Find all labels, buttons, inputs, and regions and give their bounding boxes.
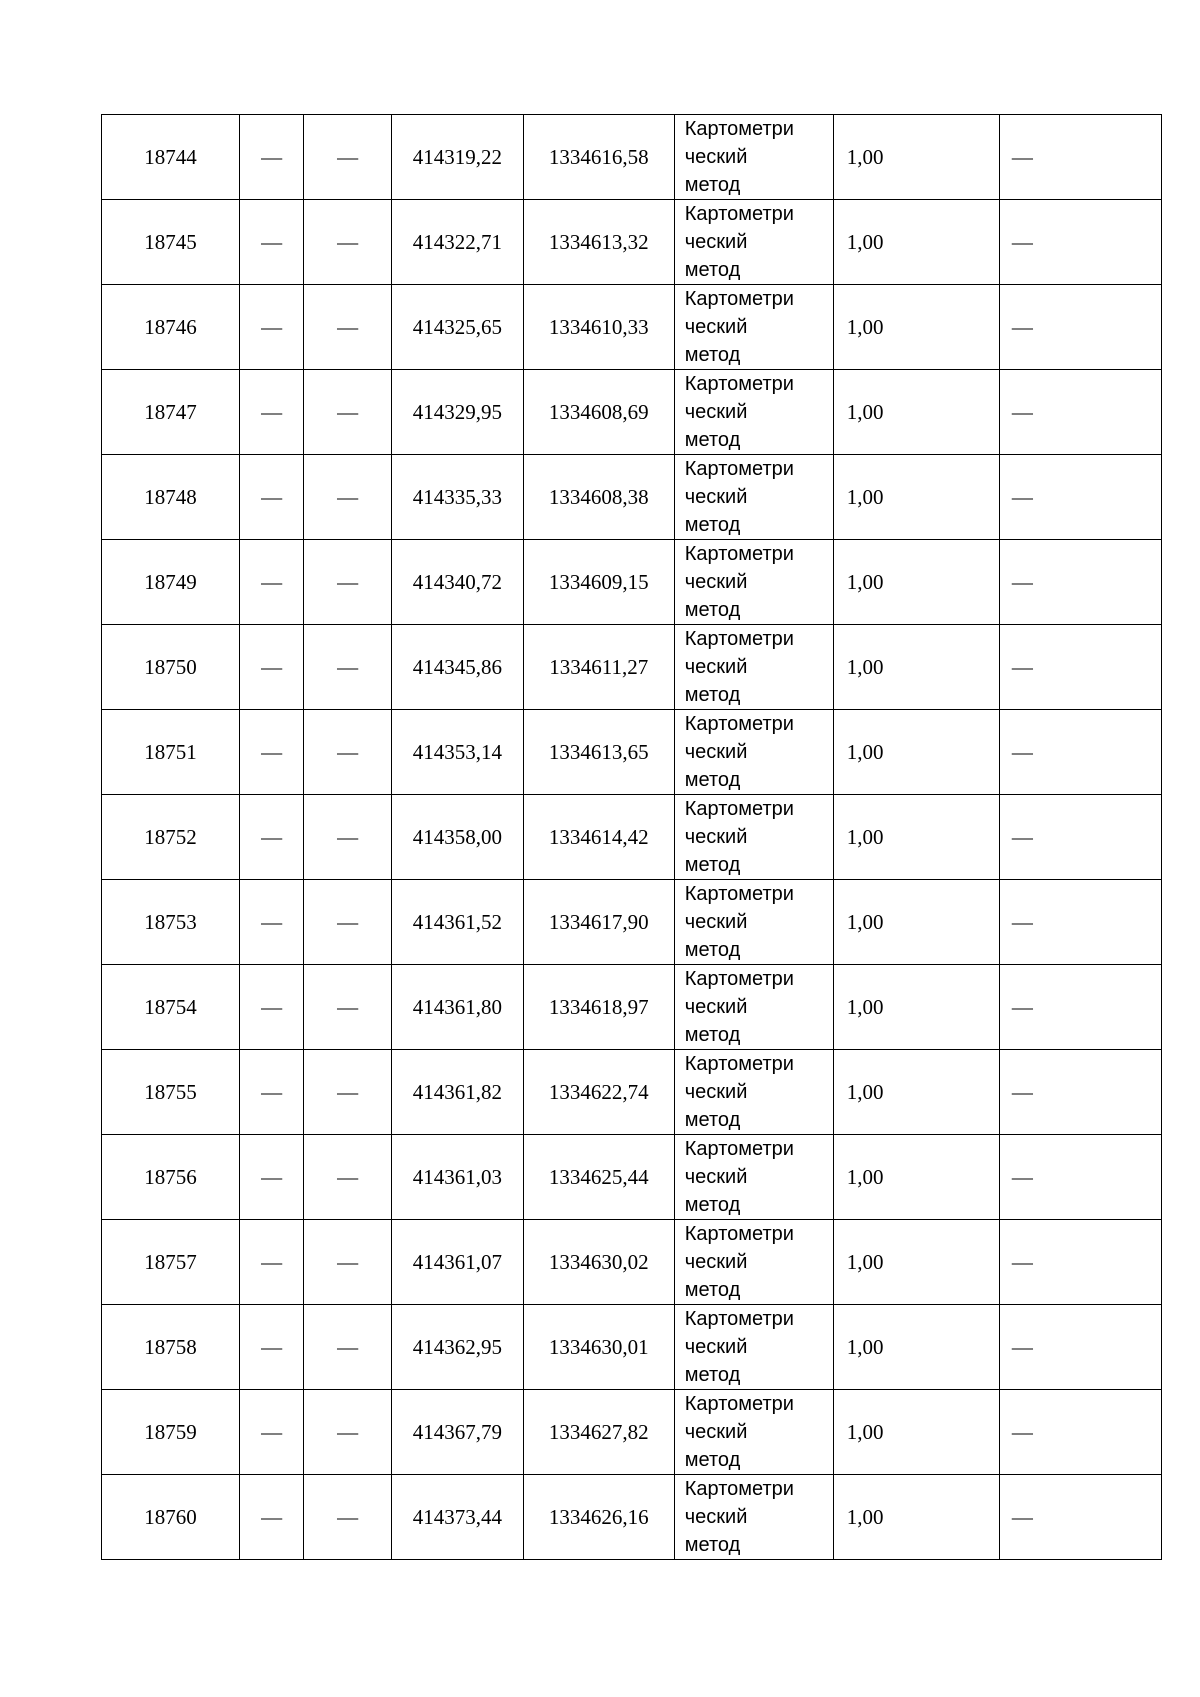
dash-cell: — [239,285,303,370]
dash-cell: — [304,1135,392,1220]
dash-cell: — [239,1475,303,1560]
table-row [102,115,1162,200]
method-cell: Картометри ческий метод [674,795,833,880]
y-coordinate-cell: 1334630,01 [523,1305,674,1390]
dash-cell: — [239,455,303,540]
x-coordinate-cell: 414373,44 [391,1475,523,1560]
x-coordinate-cell: 414361,07 [391,1220,523,1305]
point-number-cell: 18751 [102,710,240,795]
accuracy-cell: 1,00 [833,795,999,880]
dash-cell: — [999,115,1161,200]
accuracy-cell: 1,00 [833,1135,999,1220]
accuracy-cell: 1,00 [833,370,999,455]
dash-cell: — [304,115,392,200]
point-number-cell: 18760 [102,1475,240,1560]
dash-cell: — [999,370,1161,455]
dash-cell: — [999,1475,1161,1560]
dash-cell: — [999,1305,1161,1390]
point-number-cell: 18748 [102,455,240,540]
accuracy-cell: 1,00 [833,115,999,200]
point-number-cell: 18745 [102,200,240,285]
x-coordinate-cell: 414358,00 [391,795,523,880]
accuracy-cell: 1,00 [833,285,999,370]
point-number-cell: 18750 [102,625,240,710]
table-row [102,200,1162,285]
dash-cell: — [304,795,392,880]
point-number-cell: 18749 [102,540,240,625]
y-coordinate-cell: 1334618,97 [523,965,674,1050]
dash-cell: — [304,200,392,285]
method-cell: Картометри ческий метод [674,965,833,1050]
dash-cell: — [304,370,392,455]
y-coordinate-cell: 1334610,33 [523,285,674,370]
dash-cell: — [999,795,1161,880]
accuracy-cell: 1,00 [833,1305,999,1390]
dash-cell: — [999,1135,1161,1220]
point-number-cell: 18756 [102,1135,240,1220]
dash-cell: — [239,965,303,1050]
accuracy-cell: 1,00 [833,880,999,965]
accuracy-cell: 1,00 [833,540,999,625]
method-cell: Картометри ческий метод [674,115,833,200]
method-cell: Картометри ческий метод [674,540,833,625]
table-row [102,1220,1162,1305]
method-cell: Картометри ческий метод [674,1220,833,1305]
dash-cell: — [999,200,1161,285]
dash-cell: — [239,115,303,200]
y-coordinate-cell: 1334609,15 [523,540,674,625]
point-number-cell: 18758 [102,1305,240,1390]
x-coordinate-cell: 414345,86 [391,625,523,710]
dash-cell: — [304,540,392,625]
dash-cell: — [304,455,392,540]
table-row [102,370,1162,455]
dash-cell: — [999,455,1161,540]
table-row [102,965,1162,1050]
point-number-cell: 18747 [102,370,240,455]
dash-cell: — [999,540,1161,625]
y-coordinate-cell: 1334617,90 [523,880,674,965]
dash-cell: — [239,370,303,455]
y-coordinate-cell: 1334613,65 [523,710,674,795]
point-number-cell: 18755 [102,1050,240,1135]
table-body [102,115,1162,1560]
y-coordinate-cell: 1334613,32 [523,200,674,285]
method-cell: Картометри ческий метод [674,1305,833,1390]
point-number-cell: 18754 [102,965,240,1050]
dash-cell: — [239,1390,303,1475]
accuracy-cell: 1,00 [833,1220,999,1305]
y-coordinate-cell: 1334614,42 [523,795,674,880]
x-coordinate-cell: 414322,71 [391,200,523,285]
accuracy-cell: 1,00 [833,710,999,795]
dash-cell: — [239,1305,303,1390]
table-row [102,795,1162,880]
dash-cell: — [999,285,1161,370]
x-coordinate-cell: 414335,33 [391,455,523,540]
point-number-cell: 18752 [102,795,240,880]
method-cell: Картометри ческий метод [674,1475,833,1560]
x-coordinate-cell: 414361,82 [391,1050,523,1135]
y-coordinate-cell: 1334622,74 [523,1050,674,1135]
x-coordinate-cell: 414361,03 [391,1135,523,1220]
dash-cell: — [304,710,392,795]
point-number-cell: 18746 [102,285,240,370]
dash-cell: — [999,1050,1161,1135]
coordinates-table [101,114,1162,1560]
accuracy-cell: 1,00 [833,1050,999,1135]
accuracy-cell: 1,00 [833,625,999,710]
dash-cell: — [239,795,303,880]
dash-cell: — [999,1220,1161,1305]
table-row [102,1390,1162,1475]
dash-cell: — [239,1050,303,1135]
dash-cell: — [304,1475,392,1560]
dash-cell: — [239,1220,303,1305]
method-cell: Картометри ческий метод [674,1050,833,1135]
dash-cell: — [999,710,1161,795]
x-coordinate-cell: 414329,95 [391,370,523,455]
method-cell: Картометри ческий метод [674,370,833,455]
x-coordinate-cell: 414340,72 [391,540,523,625]
dash-cell: — [239,625,303,710]
y-coordinate-cell: 1334616,58 [523,115,674,200]
method-cell: Картометри ческий метод [674,880,833,965]
table-row [102,1305,1162,1390]
point-number-cell: 18753 [102,880,240,965]
method-cell: Картометри ческий метод [674,1135,833,1220]
table-row [102,625,1162,710]
y-coordinate-cell: 1334630,02 [523,1220,674,1305]
method-cell: Картометри ческий метод [674,710,833,795]
accuracy-cell: 1,00 [833,1475,999,1560]
table-row [102,540,1162,625]
x-coordinate-cell: 414353,14 [391,710,523,795]
dash-cell: — [999,625,1161,710]
dash-cell: — [999,880,1161,965]
accuracy-cell: 1,00 [833,200,999,285]
x-coordinate-cell: 414367,79 [391,1390,523,1475]
method-cell: Картометри ческий метод [674,455,833,540]
x-coordinate-cell: 414361,80 [391,965,523,1050]
table-row [102,1135,1162,1220]
dash-cell: — [304,1390,392,1475]
x-coordinate-cell: 414319,22 [391,115,523,200]
dash-cell: — [239,1135,303,1220]
dash-cell: — [304,1305,392,1390]
dash-cell: — [304,880,392,965]
point-number-cell: 18759 [102,1390,240,1475]
dash-cell: — [999,965,1161,1050]
x-coordinate-cell: 414325,65 [391,285,523,370]
y-coordinate-cell: 1334611,27 [523,625,674,710]
y-coordinate-cell: 1334608,69 [523,370,674,455]
table-row [102,455,1162,540]
method-cell: Картометри ческий метод [674,625,833,710]
point-number-cell: 18744 [102,115,240,200]
method-cell: Картометри ческий метод [674,1390,833,1475]
y-coordinate-cell: 1334627,82 [523,1390,674,1475]
dash-cell: — [239,710,303,795]
accuracy-cell: 1,00 [833,455,999,540]
point-number-cell: 18757 [102,1220,240,1305]
table-row [102,1050,1162,1135]
table-row [102,880,1162,965]
dash-cell: — [239,540,303,625]
accuracy-cell: 1,00 [833,1390,999,1475]
dash-cell: — [304,625,392,710]
method-cell: Картометри ческий метод [674,285,833,370]
dash-cell: — [239,200,303,285]
dash-cell: — [239,880,303,965]
accuracy-cell: 1,00 [833,965,999,1050]
y-coordinate-cell: 1334625,44 [523,1135,674,1220]
table-row [102,1475,1162,1560]
dash-cell: — [304,1220,392,1305]
dash-cell: — [304,1050,392,1135]
method-cell: Картометри ческий метод [674,200,833,285]
y-coordinate-cell: 1334626,16 [523,1475,674,1560]
dash-cell: — [999,1390,1161,1475]
x-coordinate-cell: 414361,52 [391,880,523,965]
table-row [102,285,1162,370]
x-coordinate-cell: 414362,95 [391,1305,523,1390]
dash-cell: — [304,285,392,370]
dash-cell: — [304,965,392,1050]
table-row [102,710,1162,795]
y-coordinate-cell: 1334608,38 [523,455,674,540]
